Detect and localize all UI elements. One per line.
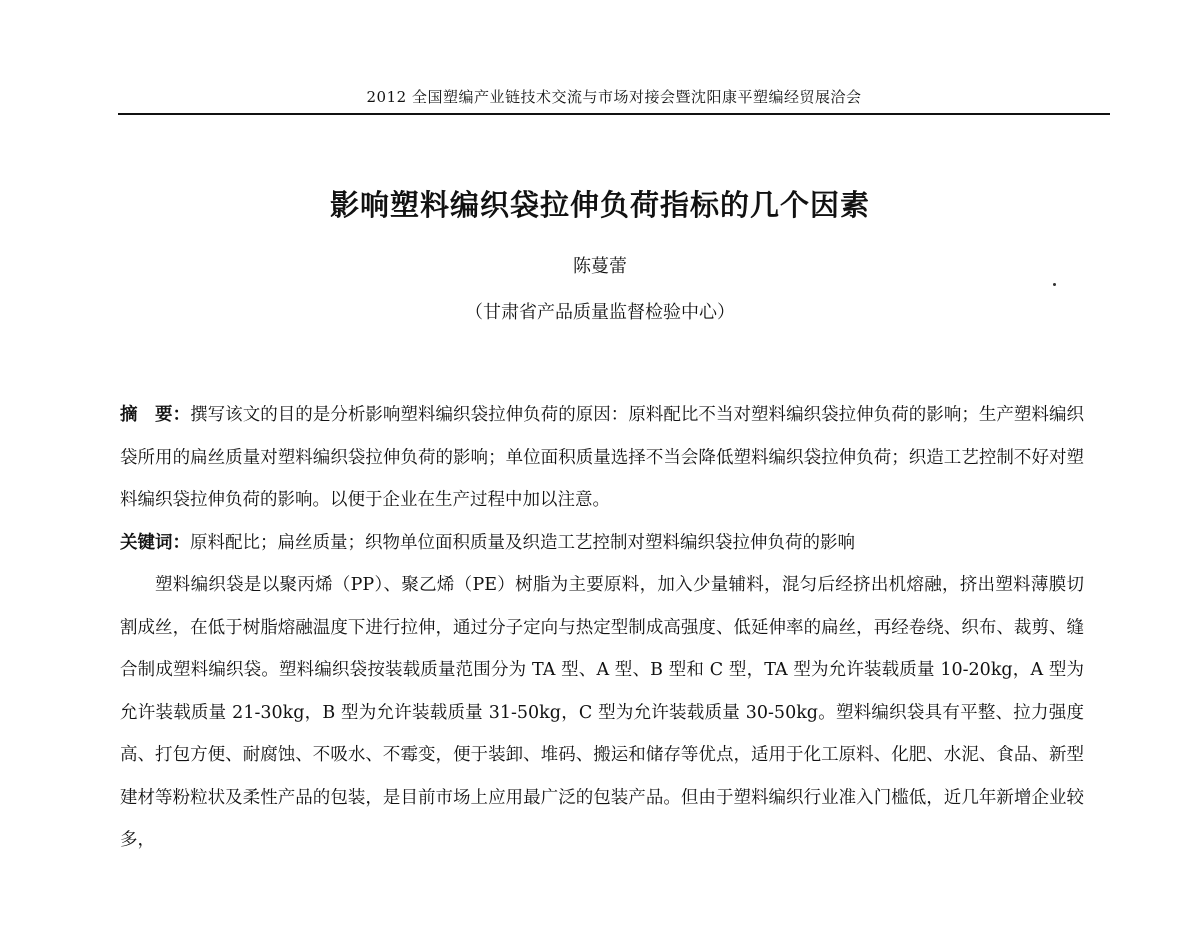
abstract-paragraph (120, 394, 1084, 522)
paper-title: 影响塑料编织袋拉伸负荷指标的几个因素 (329, 188, 870, 222)
abstract-label: 摘 要： (120, 405, 191, 425)
body-text (120, 394, 1084, 862)
header-rule (118, 113, 1110, 115)
body-paragraph: 塑料编织袋是以聚丙烯（PP）、聚乙烯（PE）树脂为主要原料，加入少量辅料，混匀后经挤出机熔融，挤出塑料薄膜切割成丝，在低于树脂熔融温度下进行拉伸，通过分子定向与热定型制成高强度、低延伸率的扁丝，再经卷绕、织布、裁剪、缝合制成塑料编织袋。塑料编织袋按装载质量范围分为 TA 型、A 型、B 型和 C 型，TA 型为允许装载质量 10-20kg，A 型为允许装载质量 21-30kg，B 型为允许装载质量 31-50kg，C 型为允许装载质量 30-50kg。塑料编织袋具有平整、拉力强度高、打包方便、耐腐蚀、不吸水、不霉变，便于装卸、堆码、搬运和储存等优点，适用于化工原料、化肥、水泥、食品、新型建材等粉粒状及柔性产品的包装，是目前市场上应用最广泛的包装产品。但由于塑料编织行业准入门槛低，近几年新增企业较多， (120, 575, 1084, 850)
paper-author: 陈蔓蕾 (573, 256, 627, 277)
keywords-label: 关键词： (120, 532, 190, 553)
abstract-text: 撰写该文的目的是分析影响塑料编织袋拉伸负荷的原因：原料配比不当对塑料编织袋拉伸负荷的影响；生产塑料编织袋所用的扁丝质量对塑料编织袋拉伸负荷的影响；单位面积质量选择不当会降低塑料编织袋拉伸负荷；织造工艺控制不好对塑料编织袋拉伸负荷的影响。以便于企业在生产过程中加以注意。 (120, 405, 1085, 510)
scan-speck (1053, 283, 1056, 286)
paper-affiliation: （甘肃省产品质量监督检验中心） (465, 302, 735, 323)
keywords-paragraph (120, 522, 1084, 565)
keywords-text: 原料配比；扁丝质量；织物单位面积质量及织造工艺控制对塑料编织袋拉伸负荷的影响 (190, 532, 855, 553)
running-header: 2012 全国塑编产业链技术交流与市场对接会暨沈阳康平塑编经贸展洽会 (366, 88, 862, 106)
